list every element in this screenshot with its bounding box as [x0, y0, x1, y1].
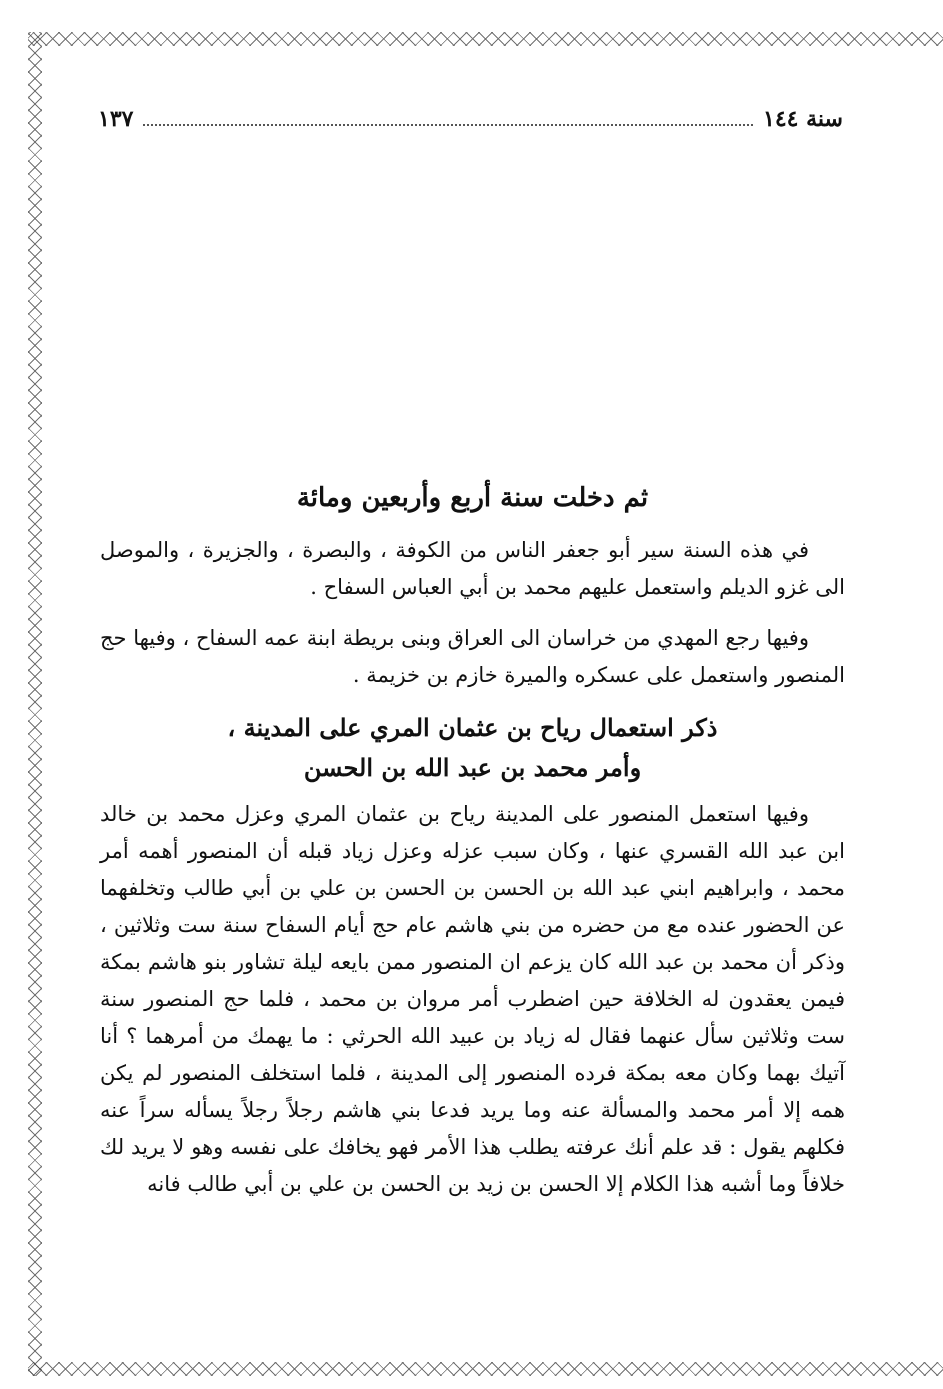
page-border-bottom: [28, 1362, 943, 1376]
page-border-left: [28, 32, 42, 1376]
running-header: [98, 96, 843, 132]
page-body: [100, 478, 845, 1203]
header-dotted-leader: [143, 124, 753, 126]
paragraph: في هذه السنة سير أبو جعفر الناس من الكوفة ، والبصرة ، والجزيرة ، والموصل الى غزو الديلم واستعمل عليهم محمد بن أبي العباس السفاح .: [100, 538, 845, 599]
paragraph: وفيها رجع المهدي من خراسان الى العراق وبنى بريطة ابنة عمه السفاح ، وفيها حج المنصور واستعمل على عسكره والميرة خازم بن خزيمة .: [100, 626, 845, 687]
section-paragraph: وفيها استعمل المنصور على المدينة رياح بن عثمان المري وعزل محمد بن خالد ابن عبد الله القسري عنها ، وكان سبب عزله وعزل زياد قبله أن المنصور أهمه أمر محمد ، وابراهيم ابني عبد الله بن الحسن بن الحسن بن علي بن أبي طالب وتخلفهما عن الحضور عنده مع من حضره من بني هاشم عام حج أيام السفاح سنة ست وثلاثين ، وذكر أن محمد بن عبد الله كان يزعم ان المنصور ممن بايعه ليلة تشاور بنو هاشم بمكة فيمن يعقدون له الخلافة حين اضطرب أمر مروان بن محمد ، فلما حج المنصور سنة ست وثلاثين سأل عنهما فقال له زياد بن عبيد الله الحرثي : ما يهمك من أمرهما ؟ أنا آتيك بهما وكان معه بمكة فرده المنصور إلى المدينة ، فلما استخلف المنصور لم يكن همه إلا أمر محمد والمسألة عنه وما يريد فدعا بني هاشم رجلاً رجلاً يسأله سراً عنه فكلهم يقول : قد علم أنك عرفته يطلب هذا الأمر فهو يخافك على نفسه وهو لا يريد لك خلافاً وما أشبه هذا الكلام إلا الحسن بن زيد بن الحسن بن علي بن أبي طالب فانه: [100, 802, 845, 1196]
section-heading: [100, 708, 845, 788]
page-border-top: [28, 32, 943, 46]
section-heading-line: ذكر استعمال رياح بن عثمان المري على المدينة ،: [227, 713, 718, 742]
section-heading-line: وأمر محمد بن عبد الله بن الحسن: [303, 753, 642, 782]
header-title: سنة ١٤٤: [763, 106, 843, 132]
page-number: ١٣٧: [98, 106, 134, 132]
chapter-heading: ثم دخلت سنة أربع وأربعين ومائة: [296, 483, 649, 513]
